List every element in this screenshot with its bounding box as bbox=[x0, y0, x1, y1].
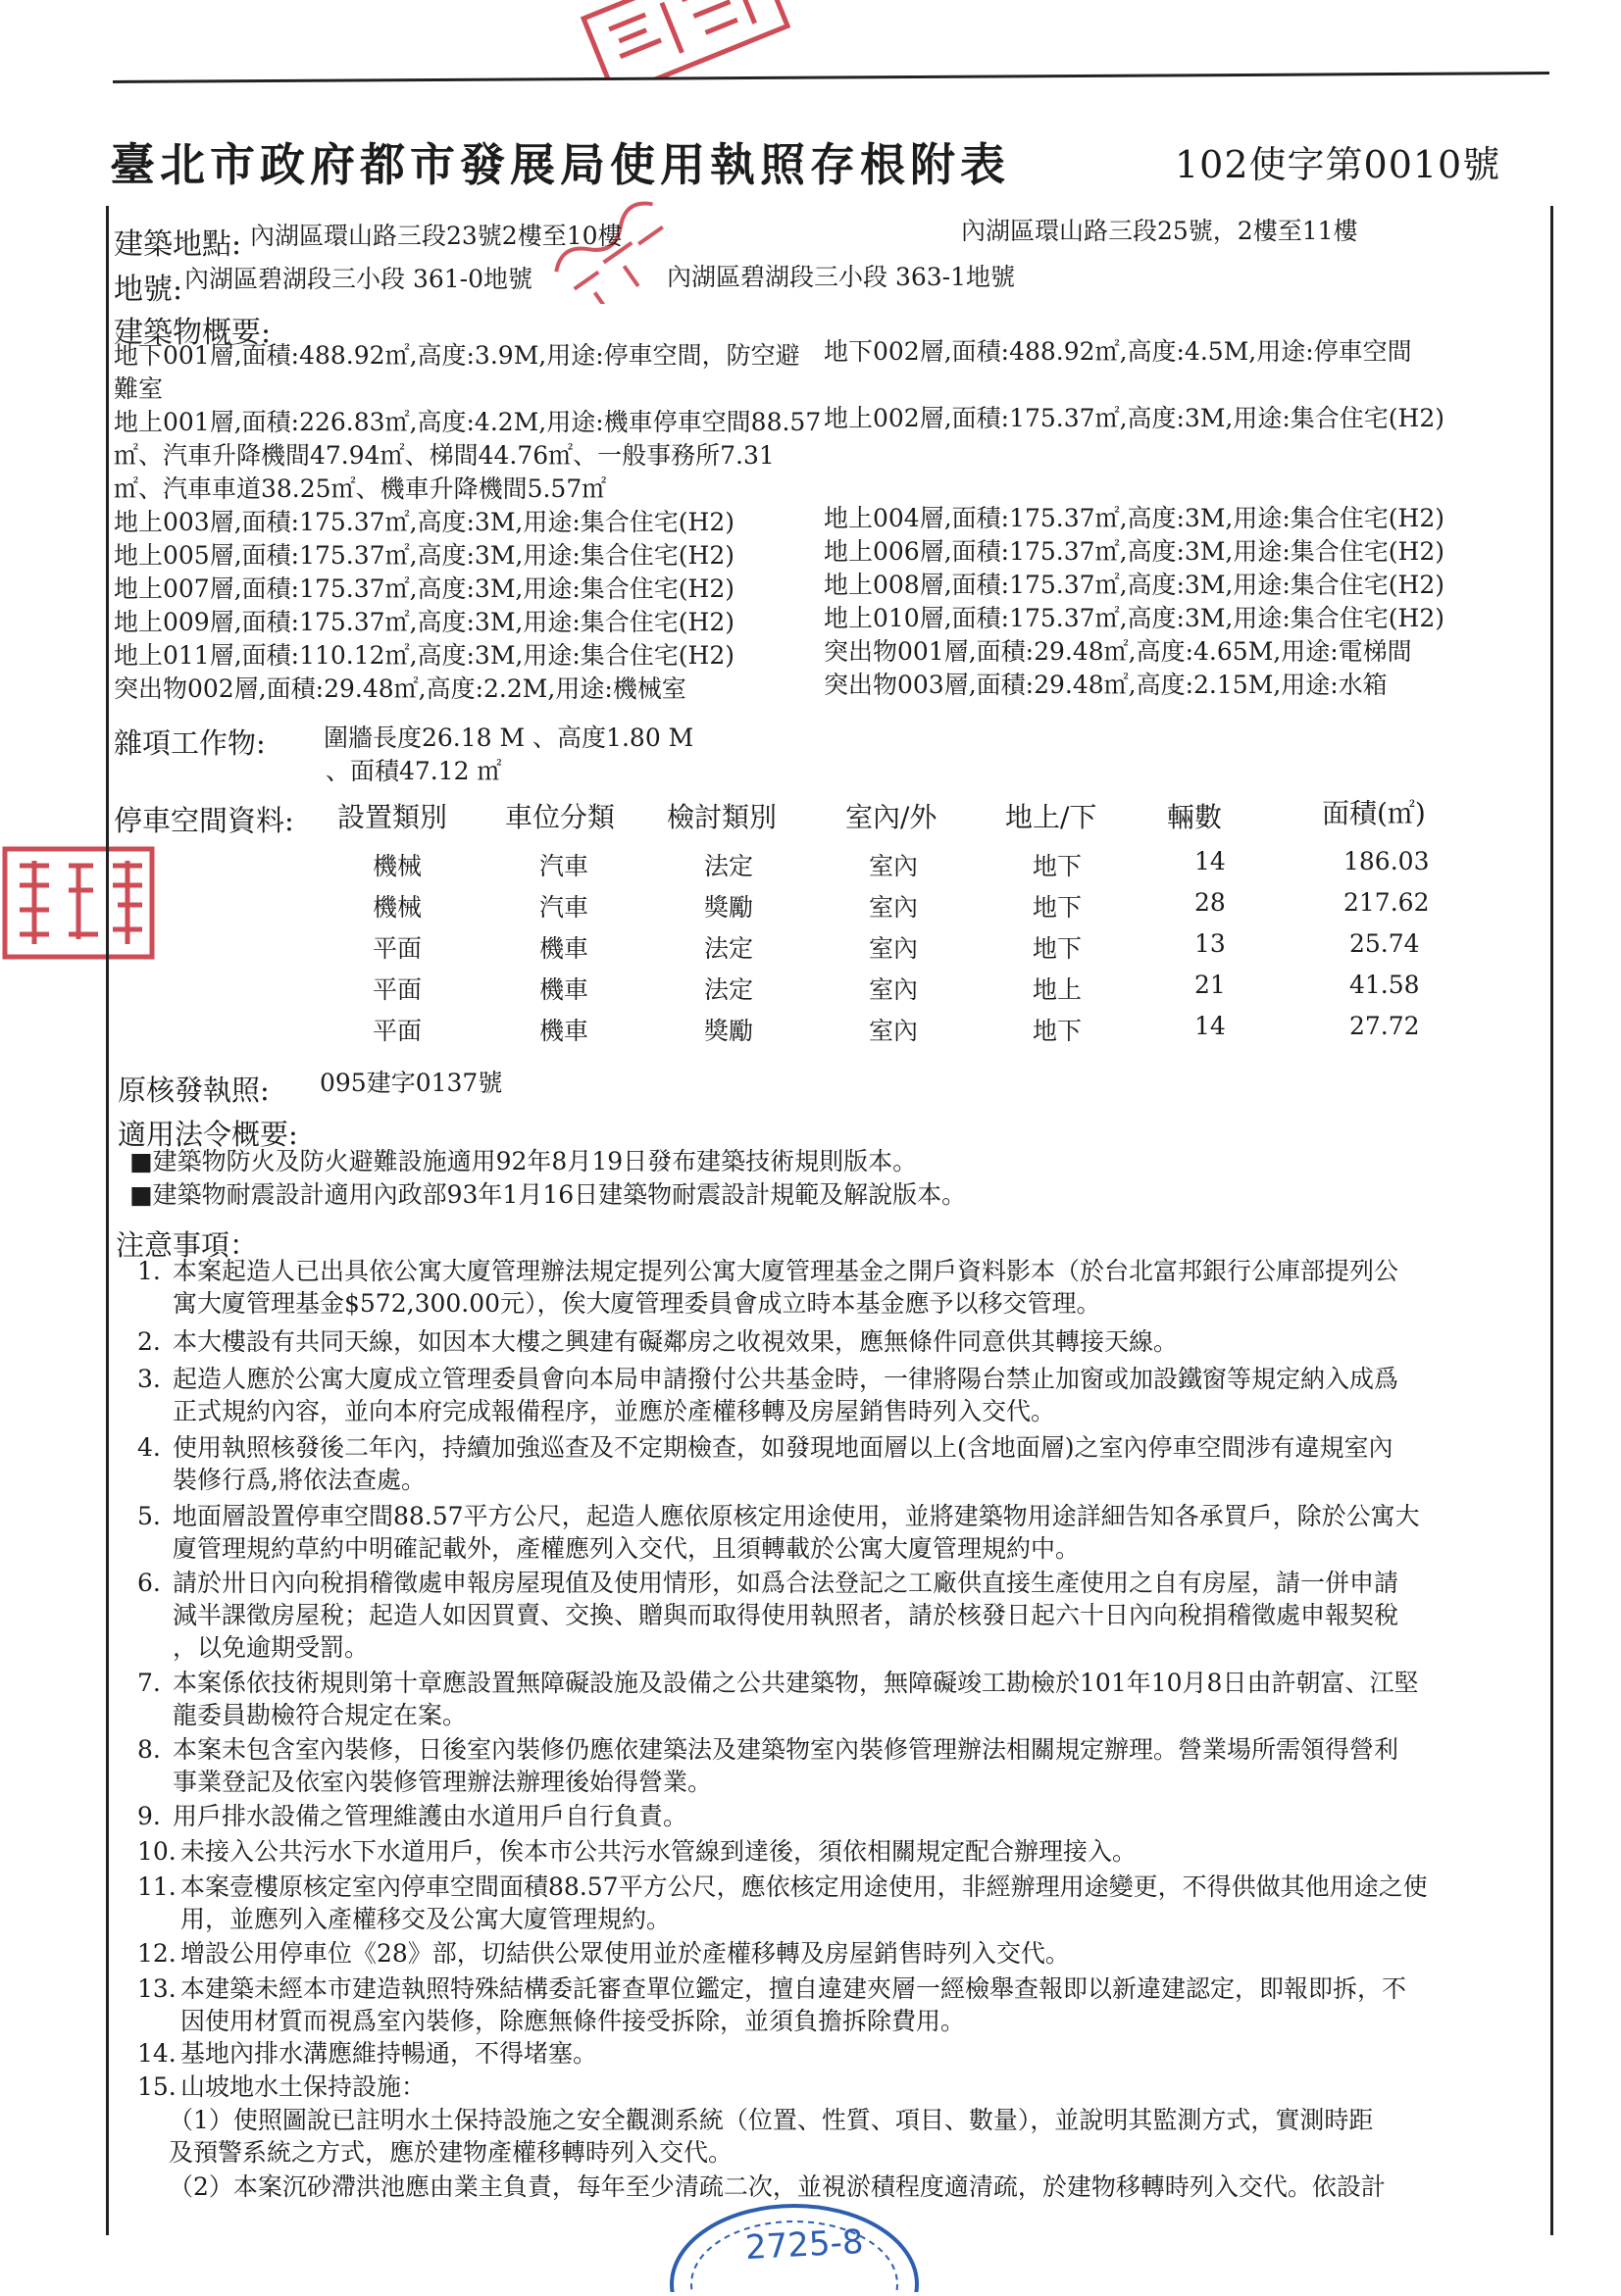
document-title: 臺北市政府都市發展局使用執照存根附表 bbox=[110, 138, 1010, 191]
parking-cell: 機車 bbox=[539, 934, 589, 963]
note-number: 9. bbox=[137, 1802, 161, 1830]
note-line: 本大樓設有共同天線，如因本大樓之興建有礙鄰房之收視效果，應無條件同意供其轉接天線。 bbox=[173, 1327, 1179, 1356]
parking-cell: 地下 bbox=[1033, 934, 1083, 963]
misc-works-line-2: 、面積47.12 ㎡ bbox=[326, 757, 502, 785]
note-line: 正式規約內容，並向本府完成報備程序，並應於產權移轉及房屋銷售時列入交代。 bbox=[173, 1397, 1056, 1425]
note-line: 本建築未經本市建造執照特殊結構委託審查單位鑑定，擅自違建夾層一經檢舉查報即以新違建認定，即報即拆，不 bbox=[180, 1974, 1407, 2003]
note-item bbox=[137, 1835, 1530, 1868]
parking-cell: 汽車 bbox=[539, 893, 589, 922]
note-line: 廈管理規約草約中明確記載外，產權應列入交代，且須轉載於公寓大廈管理規約中。 bbox=[173, 1534, 1081, 1563]
note-line: 未接入公共污水下水道用戶，俟本市公共污水管線到達後，須依相關規定配合辦理接入。 bbox=[180, 1837, 1138, 1866]
parking-cell: 平面 bbox=[373, 1017, 423, 1045]
parking-header: 輛數 bbox=[1167, 801, 1223, 833]
notes-label: 注意事項： bbox=[116, 1228, 259, 1262]
note-item bbox=[137, 1800, 1530, 1832]
note-line: （1）使照圖說已註明水土保持設施之安全觀測系統（位置、性質、項目、數量），並說明其監測方式，實測時距 bbox=[169, 2106, 1374, 2134]
parking-header: 室內/外 bbox=[845, 801, 937, 833]
parking-cell: 機械 bbox=[373, 852, 423, 880]
note-number: 11. bbox=[137, 1872, 177, 1901]
overview-line: 地上010層,面積:175.37㎡,高度:3M,用途:集合住宅(H2) bbox=[824, 604, 1445, 632]
note-item bbox=[137, 1255, 1530, 1320]
parking-cell: 法定 bbox=[704, 975, 754, 1004]
parking-cell: 室內 bbox=[869, 975, 919, 1004]
note-line: 裝修行爲,將依法查處。 bbox=[173, 1466, 426, 1494]
note-line: 用，並應列入產權移交及公寓大廈管理規約。 bbox=[180, 1905, 672, 1933]
parking-cell: 室內 bbox=[869, 934, 919, 963]
parking-cell: 平面 bbox=[373, 934, 423, 963]
note-item bbox=[137, 1871, 1530, 1935]
overview-line: 地上009層,面積:175.37㎡,高度:3M,用途:集合住宅(H2) bbox=[114, 608, 735, 636]
original-permit-value: 095建字0137號 bbox=[320, 1069, 503, 1097]
note-item bbox=[137, 1500, 1530, 1565]
note-line: 增設公用停車位《28》部，切結供公眾使用並於產權移轉及房屋銷售時列入交代。 bbox=[180, 1939, 1070, 1968]
overview-line: 突出物003層,面積:29.48㎡,高度:2.15M,用途:水箱 bbox=[824, 671, 1388, 699]
note-line: 起造人應於公寓大廈成立管理委員會向本局申請撥付公共基金時，一律將陽台禁止加窗或加設鐵窗等規定納入成爲 bbox=[173, 1365, 1399, 1393]
parking-header: 設置類別 bbox=[337, 801, 448, 833]
note-number: 5. bbox=[137, 1502, 161, 1530]
note-line: 本案起造人已出具依公寓大廈管理辦法規定提列公寓大廈管理基金之開戶資料影本（於台北富邦銀行公庫部提列公 bbox=[173, 1257, 1399, 1285]
address-value-2: 內湖區環山路三段25號，2樓至11樓 bbox=[961, 217, 1358, 245]
note-item bbox=[137, 1667, 1530, 1731]
parking-cell: 平面 bbox=[373, 975, 423, 1004]
overview-line: 地上006層,面積:175.37㎡,高度:3M,用途:集合住宅(H2) bbox=[824, 537, 1445, 566]
laws-item: ■建築物防火及防火避難設施適用92年8月19日發布建築技術規則版本。 bbox=[129, 1147, 918, 1175]
note-number: 10. bbox=[137, 1837, 177, 1866]
address-label: 建築地點: bbox=[114, 227, 242, 262]
note-number: 7. bbox=[137, 1669, 161, 1697]
note-line: 寓大廈管理基金$572,300.00元），俟大廈管理委員會成立時本基金應予以移交管理。 bbox=[173, 1289, 1101, 1318]
overview-line bbox=[824, 435, 1444, 469]
laws-item: ■建築物耐震設計適用內政部93年1月16日建築物耐震設計規範及解說版本。 bbox=[129, 1180, 967, 1209]
overview-line: 地上005層,面積:175.37㎡,高度:3M,用途:集合住宅(H2) bbox=[114, 541, 735, 570]
parking-cell: 27.72 bbox=[1349, 1012, 1420, 1040]
parking-cell: 汽車 bbox=[539, 852, 589, 880]
overview-line: 地上004層,面積:175.37㎡,高度:3M,用途:集合住宅(H2) bbox=[824, 504, 1445, 532]
overview-line bbox=[824, 469, 1444, 502]
parking-header: 地上/下 bbox=[1005, 801, 1097, 833]
overview-line: ㎡、汽車升降機間47.94㎡、梯間44.76㎡、一般事務所7.31 bbox=[114, 441, 775, 470]
note-line: （2）本案沉砂滯洪池應由業主負責，每年至少清疏二次，並視淤積程度適清疏，於建物移轉時列入交代。依設計 bbox=[169, 2172, 1386, 2201]
overview-line: 地上008層,面積:175.37㎡,高度:3M,用途:集合住宅(H2) bbox=[824, 571, 1445, 599]
lot-label: 地號: bbox=[114, 273, 183, 307]
blue-seal-number: 2725-8 bbox=[744, 2221, 865, 2269]
note-line: 山坡地水土保持設施： bbox=[180, 2072, 427, 2101]
parking-cell: 室內 bbox=[869, 893, 919, 922]
note-item bbox=[137, 1972, 1530, 2037]
parking-cell: 機車 bbox=[539, 975, 589, 1004]
overview-line bbox=[824, 369, 1444, 402]
note-line: 龍委員勘檢符合規定在案。 bbox=[173, 1701, 468, 1729]
parking-label: 停車空間資料: bbox=[114, 804, 294, 837]
parking-cell: 法定 bbox=[704, 934, 754, 963]
overview-line: 地上001層,面積:226.83㎡,高度:4.2M,用途:機車停車空間88.57 bbox=[114, 408, 822, 436]
overview-line: 地上003層,面積:175.37㎡,高度:3M,用途:集合住宅(H2) bbox=[114, 508, 735, 536]
parking-cell: 室內 bbox=[869, 852, 919, 880]
parking-header: 面積(㎡) bbox=[1322, 797, 1426, 829]
note-line: 本案未包含室內裝修，日後室內裝修仍應依建築法及建築物室內裝修管理辦法相關規定辦理。營業場所需領得營利 bbox=[173, 1735, 1399, 1764]
note-line: 使用執照核發後二年內，持續加強巡查及不定期檢查，如發現地面層以上(含地面層)之室內停車空間涉有違規室內 bbox=[173, 1433, 1393, 1462]
address-value-1: 內湖區環山路三段23號2樓至10樓 bbox=[250, 222, 623, 250]
parking-cell: 41.58 bbox=[1349, 971, 1420, 999]
note-line: 因使用材質而視爲室內裝修，除應無條件接受拆除，並須負擔拆除費用。 bbox=[180, 2007, 966, 2035]
note-number: 15. bbox=[137, 2072, 177, 2101]
overview-left-column bbox=[114, 339, 821, 706]
note-line: 地面層設置停車空間88.57平方公尺，起造人應依原核定用途使用，並將建築物用途詳細告知各承買戶，除於公寓大 bbox=[173, 1502, 1420, 1530]
overview-line: 突出物001層,面積:29.48㎡,高度:4.65M,用途:電梯間 bbox=[824, 637, 1412, 666]
note-item bbox=[137, 1733, 1530, 1798]
parking-cell: 地下 bbox=[1033, 1017, 1083, 1045]
note-item bbox=[137, 1937, 1530, 1970]
parking-cell: 獎勵 bbox=[704, 893, 754, 922]
note-number: 14. bbox=[137, 2039, 177, 2068]
note-line: 事業登記及依室內裝修管理辦法辦理後始得營業。 bbox=[173, 1768, 713, 1796]
laws-label: 適用法令概要: bbox=[118, 1118, 298, 1151]
permit-number: 102使字第0010號 bbox=[1175, 143, 1501, 186]
parking-cell: 217.62 bbox=[1343, 888, 1430, 917]
lot-value-2: 內湖區碧湖段三小段 363-1地號 bbox=[667, 263, 1016, 291]
note-line: 請於卅日內向稅捐稽徵處申報房屋現值及使用情形，如爲合法登記之工廠供直接生產使用之自有房屋，請一併申請 bbox=[173, 1569, 1399, 1597]
overview-line: 地上007層,面積:175.37㎡,高度:3M,用途:集合住宅(H2) bbox=[114, 574, 735, 603]
note-line: 及預警系統之方式，應於建物產權移轉時列入交代。 bbox=[169, 2138, 734, 2167]
note-line: 減半課徵房屋稅；起造人如因買賣、交換、贈與而取得使用執照者，請於核發日起六十日內向稅捐稽徵處申報契稅 bbox=[173, 1601, 1399, 1629]
lot-value-1: 內湖區碧湖段三小段 361-0地號 bbox=[184, 265, 533, 293]
parking-cell: 地上 bbox=[1033, 975, 1083, 1004]
original-permit-label: 原核發執照: bbox=[118, 1073, 270, 1107]
overview-line: ㎡、汽車車道38.25㎡、機車升降機間5.57㎡ bbox=[114, 474, 607, 503]
note-subitem bbox=[169, 2171, 1532, 2203]
note-number: 6. bbox=[137, 1569, 161, 1597]
note-number: 4. bbox=[137, 1433, 161, 1462]
parking-cell: 186.03 bbox=[1343, 847, 1430, 875]
overview-line: 突出物002層,面積:29.48㎡,高度:2.2M,用途:機械室 bbox=[114, 674, 686, 703]
parking-cell: 地下 bbox=[1033, 893, 1083, 922]
note-number: 3. bbox=[137, 1365, 161, 1393]
note-number: 12. bbox=[137, 1939, 177, 1968]
note-item bbox=[137, 2037, 1530, 2070]
note-number: 13. bbox=[137, 1974, 177, 2003]
overview-line: 地下001層,面積:488.92㎡,高度:3.9M,用途:停車空間，防空避 bbox=[114, 341, 800, 370]
note-item bbox=[137, 1363, 1530, 1427]
misc-works-label: 雜項工作物: bbox=[114, 726, 266, 760]
parking-cell: 13 bbox=[1194, 929, 1226, 958]
overview-right-column bbox=[824, 335, 1444, 702]
overview-line: 地下002層,面積:488.92㎡,高度:4.5M,用途:停車空間 bbox=[824, 337, 1412, 366]
note-number: 8. bbox=[137, 1735, 161, 1764]
note-item bbox=[137, 1325, 1530, 1358]
note-line: 本案壹樓原核定室內停車空間面積88.57平方公尺，應依核定用途使用，非經辦理用途變更，不得供做其他用途之使 bbox=[180, 1872, 1428, 1901]
parking-cell: 21 bbox=[1194, 971, 1226, 999]
overview-line: 地上002層,面積:175.37㎡,高度:3M,用途:集合住宅(H2) bbox=[824, 404, 1445, 432]
parking-cell: 獎勵 bbox=[704, 1017, 754, 1045]
note-item bbox=[137, 1431, 1530, 1496]
overview-line: 地上011層,面積:110.12㎡,高度:3M,用途:集合住宅(H2) bbox=[114, 641, 735, 670]
note-subitem bbox=[169, 2104, 1532, 2169]
note-line: ，以免逾期受罰。 bbox=[173, 1633, 370, 1662]
parking-header: 檢討類別 bbox=[667, 801, 778, 833]
parking-header: 車位分類 bbox=[505, 801, 616, 833]
parking-cell: 地下 bbox=[1033, 852, 1083, 880]
note-number: 1. bbox=[137, 1257, 161, 1285]
parking-cell: 14 bbox=[1194, 1012, 1226, 1040]
misc-works-line-1: 圍牆長度26.18 M 、高度1.80 M bbox=[324, 724, 694, 752]
overview-line: 難室 bbox=[114, 374, 164, 403]
parking-cell: 室內 bbox=[869, 1017, 919, 1045]
note-line: 用戶排水設備之管理維護由水道用戶自行負責。 bbox=[173, 1802, 688, 1830]
note-number: 2. bbox=[137, 1327, 161, 1356]
parking-cell: 法定 bbox=[704, 852, 754, 880]
note-item bbox=[137, 1567, 1530, 1664]
parking-cell: 25.74 bbox=[1349, 929, 1420, 958]
official-seal-top bbox=[574, 0, 799, 78]
parking-cell: 28 bbox=[1194, 888, 1226, 917]
parking-cell: 機械 bbox=[373, 893, 423, 922]
note-item bbox=[137, 2071, 1530, 2103]
parking-cell: 14 bbox=[1194, 847, 1226, 875]
top-rule bbox=[113, 72, 1549, 83]
parking-cell: 機車 bbox=[539, 1017, 589, 1045]
note-line: 本案係依技術規則第十章應設置無障礙設施及設備之公共建築物，無障礙竣工勘檢於101年10月8日由許朝富、江堅 bbox=[173, 1669, 1419, 1697]
overview-label: 建築物概要: bbox=[114, 316, 272, 350]
note-line: 基地內排水溝應維持暢通，不得堵塞。 bbox=[180, 2039, 598, 2068]
